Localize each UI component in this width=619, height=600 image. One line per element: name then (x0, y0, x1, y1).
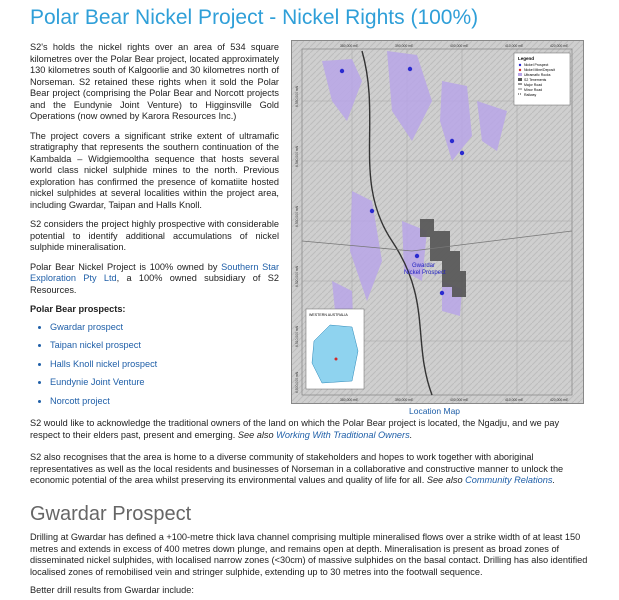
svg-text:390,000 mE: 390,000 mE (395, 44, 414, 48)
svg-text:WESTERN AUSTRALIA: WESTERN AUSTRALIA (309, 313, 348, 317)
svg-text:S2 Tenements: S2 Tenements (524, 78, 547, 82)
prospect-link-halls-knoll[interactable]: Halls Knoll nickel prospect (50, 358, 158, 369)
prospect-item (50, 396, 279, 408)
svg-text:Railway: Railway (524, 93, 537, 97)
ownership-paragraph: Polar Bear Nickel Project is 100% owned by Southern Star Exploration Pty Ltd, a 100% owned subsidiary of S2 Resources. (30, 261, 279, 295)
community-relations-link[interactable]: Community Relations (465, 475, 553, 485)
svg-text:6,510,000 mN: 6,510,000 mN (295, 325, 299, 347)
intro-paragraph-3: S2 considers the project highly prospective with considerable potential to identify additional accumulations of nickel sulphide mineralisation. (30, 219, 279, 252)
map-inset (306, 309, 364, 389)
southern-star-link[interactable]: Southern Star Exploration Pty Ltd (30, 261, 279, 283)
gwardar-heading: Gwardar Prospect (30, 503, 192, 525)
svg-text:390,000 mE: 390,000 mE (395, 398, 414, 402)
svg-text:Legend: Legend (518, 56, 535, 61)
svg-text:Nickel Prospect: Nickel Prospect (524, 63, 549, 67)
svg-text:6,500,000 mN: 6,500,000 mN (295, 371, 299, 393)
svg-text:Ultramafic Rocks: Ultramafic Rocks (524, 73, 551, 77)
location-map[interactable] (291, 40, 584, 404)
svg-text:380,000 mE: 380,000 mE (340, 44, 359, 48)
prospect-link-taipan[interactable]: Taipan nickel prospect (50, 340, 141, 350)
intro-paragraph-1: S2's holds the nickel rights over an area of 534 square kilometres over the Polar Bear project, located approximately 130 kilometres south of Kalgoorlie and 30 kilometres north of Norseman. S2 retained these rights when it sold the Polar Bear project (comprising the Polar Bear and Norcott projects and the Eundynie Joint Venture) to Higginsville Gold Operations (now owned by Karora Resources Inc.) (30, 42, 279, 121)
svg-text:6,520,000 mN: 6,520,000 mN (295, 265, 299, 287)
page-title: Polar Bear Nickel Project - Nickel Rights (100%) (30, 6, 479, 29)
svg-text:6,530,000 mN: 6,530,000 mN (295, 205, 299, 227)
map-legend (514, 53, 570, 105)
svg-text:420,000 mE: 420,000 mE (550, 44, 569, 48)
traditional-owners-link[interactable]: Working With Traditional Owners (276, 429, 410, 440)
gwardar-results-intro: Better drill results from Gwardar include: (30, 585, 194, 595)
map-label-nickel-prospect: Nickel Prospect (404, 270, 446, 276)
prospects-heading: Polar Bear prospects: (30, 304, 126, 314)
location-map-graphic (292, 41, 583, 403)
prospect-item (50, 322, 279, 334)
prospect-link-eundynie[interactable]: Eundynie Joint Venture (50, 377, 145, 387)
svg-text:Minor Road: Minor Road (524, 88, 543, 92)
prospect-item (50, 377, 279, 389)
community-paragraph: S2 also recognises that the area is home to a diverse community of stakeholders and hopes to work together with aboriginal representatives as well as the local residents and businesses of Norseman in a collaborative and constructive manner to unlock the economic potential of the area whilst preserving its environmental values and quality of life for all. See also Community Relations. (30, 452, 564, 485)
prospect-link-norcott[interactable]: Norcott project (50, 395, 110, 406)
intro-column (30, 42, 279, 414)
svg-text:Major Road: Major Road (524, 83, 543, 87)
prospect-link-gwardar[interactable]: Gwardar prospect (50, 321, 124, 332)
svg-text:6,550,000 mN: 6,550,000 mN (295, 85, 299, 107)
map-caption: Location Map (409, 406, 461, 416)
intro-paragraph-2: The project covers a significant strike extent of ultramafic stratigraphy that represents the southern continuation of the Kambalda – Widgiemooltha sequence that hosts several world class nickel sulphide mines to the north. Previous exploration has confirmed the presence of komatiite hosted nickel sulphides at several localities within the project area, including Gwardar, Taipan and Halls Knoll. (30, 130, 279, 210)
gwardar-paragraph: Drilling at Gwardar has defined a +100-metre thick lava channel comprising multiple mineralised flows over a strike width of at least 150 metres and extends in excess of 400 metres down plunge, and remains open at depth. Mineralisation is present as broad zones of disseminated nickel sulphides, with localised narrow zones (<30cm) of massive sulphides on the basal contact. Drilling has also identified localised zones of remobilised vein and stringer sulphide, extending up to 30 metres into the footwall sequence. (30, 532, 588, 577)
prospects-list (30, 322, 279, 408)
prospect-item (50, 340, 279, 352)
svg-text:400,000 mE: 400,000 mE (450, 44, 469, 48)
prospect-item (50, 359, 279, 371)
svg-text:410,000 mE: 410,000 mE (505, 398, 524, 402)
map-label-gwardar: Gwardar (412, 263, 436, 269)
svg-text:400,000 mE: 400,000 mE (450, 398, 469, 402)
svg-text:410,000 mE: 410,000 mE (505, 44, 524, 48)
svg-text:6,540,000 mN: 6,540,000 mN (295, 145, 299, 167)
svg-text:420,000 mE: 420,000 mE (550, 398, 569, 402)
svg-text:Nickel Mine/Deposit: Nickel Mine/Deposit (524, 68, 555, 72)
svg-text:380,000 mE: 380,000 mE (340, 398, 359, 402)
acknowledgement-paragraph: S2 would like to acknowledge the traditional owners of the land on which the Polar Bear project is located, the Ngadju, and we pay respect to their elders past, present and emerging. See also Working With Traditional Owners. (30, 418, 560, 440)
